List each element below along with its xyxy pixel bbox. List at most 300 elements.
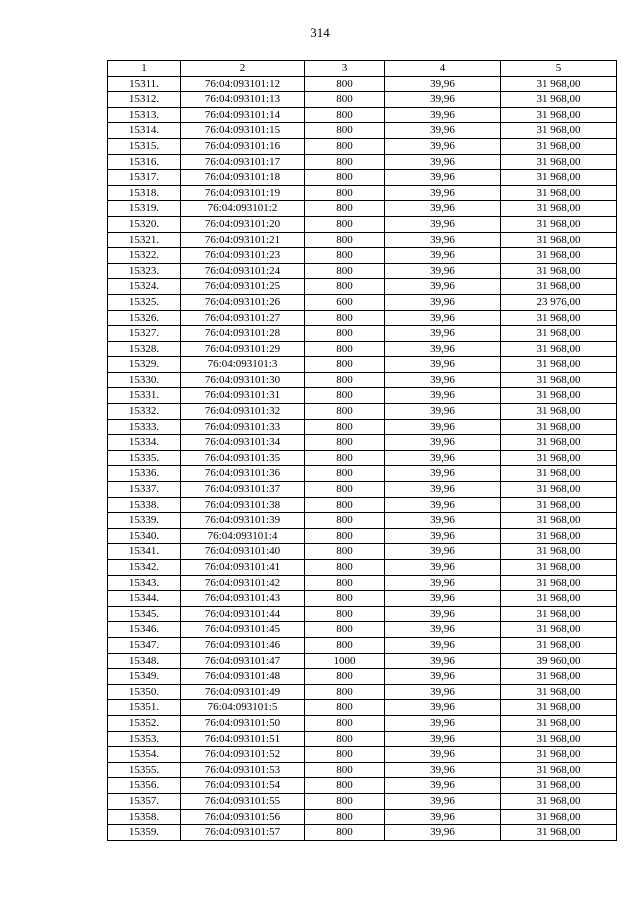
amount-cell: 31 968,00 <box>501 263 617 279</box>
cadastral-number-cell: 76:04:093101:32 <box>181 404 305 420</box>
row-number-cell: 15338. <box>108 497 181 513</box>
cadastral-number-cell: 76:04:093101:29 <box>181 341 305 357</box>
column-header: 1 <box>108 61 181 77</box>
row-number-cell: 15334. <box>108 435 181 451</box>
table-row <box>108 606 617 622</box>
table-row <box>108 107 617 123</box>
table-row <box>108 731 617 747</box>
area-cell: 800 <box>305 809 385 825</box>
table-row <box>108 388 617 404</box>
area-cell: 800 <box>305 715 385 731</box>
table-body <box>108 76 617 840</box>
cadastral-number-cell: 76:04:093101:52 <box>181 747 305 763</box>
rate-cell: 39,96 <box>385 653 501 669</box>
amount-cell: 31 968,00 <box>501 669 617 685</box>
amount-cell: 31 968,00 <box>501 185 617 201</box>
row-number-cell: 15356. <box>108 778 181 794</box>
cadastral-number-cell: 76:04:093101:56 <box>181 809 305 825</box>
rate-cell: 39,96 <box>385 107 501 123</box>
area-cell: 800 <box>305 637 385 653</box>
row-number-cell: 15339. <box>108 513 181 529</box>
rate-cell: 39,96 <box>385 575 501 591</box>
amount-cell: 31 968,00 <box>501 497 617 513</box>
amount-cell: 31 968,00 <box>501 279 617 295</box>
row-number-cell: 15331. <box>108 388 181 404</box>
cadastral-number-cell: 76:04:093101:25 <box>181 279 305 295</box>
amount-cell: 31 968,00 <box>501 435 617 451</box>
cadastral-number-cell: 76:04:093101:16 <box>181 138 305 154</box>
table-row <box>108 669 617 685</box>
area-cell: 800 <box>305 684 385 700</box>
rate-cell: 39,96 <box>385 435 501 451</box>
table-row <box>108 170 617 186</box>
column-header: 2 <box>181 61 305 77</box>
row-number-cell: 15333. <box>108 419 181 435</box>
area-cell: 800 <box>305 560 385 576</box>
rate-cell: 39,96 <box>385 793 501 809</box>
row-number-cell: 15313. <box>108 107 181 123</box>
rate-cell: 39,96 <box>385 372 501 388</box>
area-cell: 800 <box>305 404 385 420</box>
row-number-cell: 15316. <box>108 154 181 170</box>
rate-cell: 39,96 <box>385 341 501 357</box>
cadastral-number-cell: 76:04:093101:18 <box>181 170 305 186</box>
rate-cell: 39,96 <box>385 201 501 217</box>
table-row <box>108 637 617 653</box>
table-row <box>108 684 617 700</box>
area-cell: 800 <box>305 419 385 435</box>
area-cell: 800 <box>305 591 385 607</box>
cadastral-number-cell: 76:04:093101:12 <box>181 76 305 92</box>
row-number-cell: 15317. <box>108 170 181 186</box>
rate-cell: 39,96 <box>385 279 501 295</box>
cadastral-number-cell: 76:04:093101:37 <box>181 482 305 498</box>
column-header: 5 <box>501 61 617 77</box>
rate-cell: 39,96 <box>385 560 501 576</box>
area-cell: 800 <box>305 762 385 778</box>
amount-cell: 31 968,00 <box>501 560 617 576</box>
table-row <box>108 528 617 544</box>
rate-cell: 39,96 <box>385 138 501 154</box>
cadastral-number-cell: 76:04:093101:49 <box>181 684 305 700</box>
amount-cell: 31 968,00 <box>501 123 617 139</box>
row-number-cell: 15320. <box>108 216 181 232</box>
amount-cell: 31 968,00 <box>501 637 617 653</box>
row-number-cell: 15340. <box>108 528 181 544</box>
cadastral-number-cell: 76:04:093101:2 <box>181 201 305 217</box>
amount-cell: 23 976,00 <box>501 294 617 310</box>
cadastral-number-cell: 76:04:093101:30 <box>181 372 305 388</box>
area-cell: 800 <box>305 388 385 404</box>
cadastral-number-cell: 76:04:093101:23 <box>181 248 305 264</box>
row-number-cell: 15355. <box>108 762 181 778</box>
row-number-cell: 15349. <box>108 669 181 685</box>
amount-cell: 31 968,00 <box>501 388 617 404</box>
row-number-cell: 15323. <box>108 263 181 279</box>
table-row <box>108 450 617 466</box>
table-row <box>108 762 617 778</box>
row-number-cell: 15315. <box>108 138 181 154</box>
row-number-cell: 15327. <box>108 326 181 342</box>
cadastral-number-cell: 76:04:093101:57 <box>181 825 305 841</box>
rate-cell: 39,96 <box>385 466 501 482</box>
rate-cell: 39,96 <box>385 404 501 420</box>
amount-cell: 31 968,00 <box>501 606 617 622</box>
table-row <box>108 404 617 420</box>
rate-cell: 39,96 <box>385 123 501 139</box>
rate-cell: 39,96 <box>385 731 501 747</box>
area-cell: 800 <box>305 575 385 591</box>
area-cell: 800 <box>305 700 385 716</box>
area-cell: 800 <box>305 435 385 451</box>
amount-cell: 31 968,00 <box>501 357 617 373</box>
table-row <box>108 216 617 232</box>
area-cell: 800 <box>305 154 385 170</box>
table-row <box>108 76 617 92</box>
area-cell: 800 <box>305 170 385 186</box>
rate-cell: 39,96 <box>385 825 501 841</box>
area-cell: 800 <box>305 372 385 388</box>
area-cell: 800 <box>305 482 385 498</box>
table-header-row <box>108 61 617 77</box>
cadastral-number-cell: 76:04:093101:19 <box>181 185 305 201</box>
rate-cell: 39,96 <box>385 622 501 638</box>
rate-cell: 39,96 <box>385 357 501 373</box>
row-number-cell: 15352. <box>108 715 181 731</box>
table-row <box>108 92 617 108</box>
table-row <box>108 809 617 825</box>
rate-cell: 39,96 <box>385 294 501 310</box>
cadastral-number-cell: 76:04:093101:44 <box>181 606 305 622</box>
rate-cell: 39,96 <box>385 450 501 466</box>
table-row <box>108 575 617 591</box>
cadastral-number-cell: 76:04:093101:33 <box>181 419 305 435</box>
area-cell: 800 <box>305 92 385 108</box>
row-number-cell: 15312. <box>108 92 181 108</box>
amount-cell: 31 968,00 <box>501 778 617 794</box>
area-cell: 800 <box>305 232 385 248</box>
cadastral-number-cell: 76:04:093101:55 <box>181 793 305 809</box>
rate-cell: 39,96 <box>385 700 501 716</box>
rate-cell: 39,96 <box>385 528 501 544</box>
amount-cell: 31 968,00 <box>501 92 617 108</box>
area-cell: 800 <box>305 825 385 841</box>
area-cell: 800 <box>305 497 385 513</box>
cadastral-number-cell: 76:04:093101:34 <box>181 435 305 451</box>
amount-cell: 31 968,00 <box>501 591 617 607</box>
amount-cell: 31 968,00 <box>501 372 617 388</box>
amount-cell: 31 968,00 <box>501 809 617 825</box>
amount-cell: 31 968,00 <box>501 747 617 763</box>
cadastral-number-cell: 76:04:093101:24 <box>181 263 305 279</box>
area-cell: 800 <box>305 201 385 217</box>
cadastral-number-cell: 76:04:093101:3 <box>181 357 305 373</box>
area-cell: 800 <box>305 357 385 373</box>
amount-cell: 31 968,00 <box>501 201 617 217</box>
amount-cell: 31 968,00 <box>501 450 617 466</box>
cadastral-number-cell: 76:04:093101:39 <box>181 513 305 529</box>
cadastral-number-cell: 76:04:093101:43 <box>181 591 305 607</box>
rate-cell: 39,96 <box>385 747 501 763</box>
amount-cell: 31 968,00 <box>501 419 617 435</box>
area-cell: 800 <box>305 185 385 201</box>
area-cell: 800 <box>305 326 385 342</box>
cadastral-number-cell: 76:04:093101:42 <box>181 575 305 591</box>
amount-cell: 31 968,00 <box>501 154 617 170</box>
area-cell: 800 <box>305 793 385 809</box>
row-number-cell: 15350. <box>108 684 181 700</box>
amount-cell: 31 968,00 <box>501 715 617 731</box>
amount-cell: 31 968,00 <box>501 76 617 92</box>
area-cell: 800 <box>305 123 385 139</box>
area-cell: 800 <box>305 450 385 466</box>
amount-cell: 31 968,00 <box>501 310 617 326</box>
row-number-cell: 15321. <box>108 232 181 248</box>
cadastral-number-cell: 76:04:093101:41 <box>181 560 305 576</box>
area-cell: 600 <box>305 294 385 310</box>
area-cell: 800 <box>305 341 385 357</box>
table-row <box>108 793 617 809</box>
table-row <box>108 466 617 482</box>
amount-cell: 31 968,00 <box>501 700 617 716</box>
cadastral-number-cell: 76:04:093101:38 <box>181 497 305 513</box>
amount-cell: 39 960,00 <box>501 653 617 669</box>
cadastral-number-cell: 76:04:093101:36 <box>181 466 305 482</box>
row-number-cell: 15354. <box>108 747 181 763</box>
table-row <box>108 154 617 170</box>
table-row <box>108 232 617 248</box>
amount-cell: 31 968,00 <box>501 248 617 264</box>
rate-cell: 39,96 <box>385 326 501 342</box>
data-table <box>107 60 617 841</box>
area-cell: 800 <box>305 107 385 123</box>
table-row <box>108 326 617 342</box>
cadastral-number-cell: 76:04:093101:50 <box>181 715 305 731</box>
rate-cell: 39,96 <box>385 715 501 731</box>
rate-cell: 39,96 <box>385 497 501 513</box>
column-header: 4 <box>385 61 501 77</box>
area-cell: 800 <box>305 310 385 326</box>
cadastral-number-cell: 76:04:093101:17 <box>181 154 305 170</box>
cadastral-number-cell: 76:04:093101:45 <box>181 622 305 638</box>
table-row <box>108 279 617 295</box>
rate-cell: 39,96 <box>385 248 501 264</box>
cadastral-number-cell: 76:04:093101:46 <box>181 637 305 653</box>
table-row <box>108 747 617 763</box>
table-row <box>108 482 617 498</box>
rate-cell: 39,96 <box>385 544 501 560</box>
amount-cell: 31 968,00 <box>501 793 617 809</box>
amount-cell: 31 968,00 <box>501 622 617 638</box>
table-row <box>108 248 617 264</box>
rate-cell: 39,96 <box>385 684 501 700</box>
amount-cell: 31 968,00 <box>501 544 617 560</box>
row-number-cell: 15344. <box>108 591 181 607</box>
amount-cell: 31 968,00 <box>501 528 617 544</box>
table-row <box>108 497 617 513</box>
amount-cell: 31 968,00 <box>501 575 617 591</box>
page-number: 314 <box>310 25 330 40</box>
table-row <box>108 700 617 716</box>
amount-cell: 31 968,00 <box>501 482 617 498</box>
row-number-cell: 15348. <box>108 653 181 669</box>
table-row <box>108 341 617 357</box>
cadastral-number-cell: 76:04:093101:48 <box>181 669 305 685</box>
row-number-cell: 15319. <box>108 201 181 217</box>
cadastral-number-cell: 76:04:093101:20 <box>181 216 305 232</box>
cadastral-number-cell: 76:04:093101:27 <box>181 310 305 326</box>
cadastral-number-cell: 76:04:093101:26 <box>181 294 305 310</box>
table-row <box>108 778 617 794</box>
cadastral-number-cell: 76:04:093101:47 <box>181 653 305 669</box>
cadastral-number-cell: 76:04:093101:40 <box>181 544 305 560</box>
rate-cell: 39,96 <box>385 669 501 685</box>
amount-cell: 31 968,00 <box>501 232 617 248</box>
table-row <box>108 123 617 139</box>
area-cell: 800 <box>305 528 385 544</box>
amount-cell: 31 968,00 <box>501 107 617 123</box>
rate-cell: 39,96 <box>385 263 501 279</box>
table-row <box>108 294 617 310</box>
area-cell: 800 <box>305 466 385 482</box>
rate-cell: 39,96 <box>385 778 501 794</box>
area-cell: 800 <box>305 216 385 232</box>
amount-cell: 31 968,00 <box>501 138 617 154</box>
row-number-cell: 15329. <box>108 357 181 373</box>
area-cell: 800 <box>305 263 385 279</box>
amount-cell: 31 968,00 <box>501 825 617 841</box>
area-cell: 800 <box>305 731 385 747</box>
cadastral-number-cell: 76:04:093101:53 <box>181 762 305 778</box>
amount-cell: 31 968,00 <box>501 513 617 529</box>
area-cell: 800 <box>305 622 385 638</box>
table-row <box>108 372 617 388</box>
rate-cell: 39,96 <box>385 419 501 435</box>
table-row <box>108 185 617 201</box>
table-row <box>108 513 617 529</box>
row-number-cell: 15314. <box>108 123 181 139</box>
row-number-cell: 15337. <box>108 482 181 498</box>
area-cell: 1000 <box>305 653 385 669</box>
area-cell: 800 <box>305 778 385 794</box>
cadastral-number-cell: 76:04:093101:4 <box>181 528 305 544</box>
cadastral-number-cell: 76:04:093101:51 <box>181 731 305 747</box>
column-header: 3 <box>305 61 385 77</box>
row-number-cell: 15346. <box>108 622 181 638</box>
area-cell: 800 <box>305 606 385 622</box>
table-row <box>108 357 617 373</box>
table-row <box>108 622 617 638</box>
rate-cell: 39,96 <box>385 591 501 607</box>
row-number-cell: 15358. <box>108 809 181 825</box>
cadastral-number-cell: 76:04:093101:35 <box>181 450 305 466</box>
rate-cell: 39,96 <box>385 809 501 825</box>
rate-cell: 39,96 <box>385 170 501 186</box>
area-cell: 800 <box>305 138 385 154</box>
table-row <box>108 653 617 669</box>
table-row <box>108 435 617 451</box>
table-row <box>108 138 617 154</box>
row-number-cell: 15330. <box>108 372 181 388</box>
row-number-cell: 15335. <box>108 450 181 466</box>
table-row <box>108 715 617 731</box>
table-row <box>108 201 617 217</box>
rate-cell: 39,96 <box>385 232 501 248</box>
rate-cell: 39,96 <box>385 216 501 232</box>
rate-cell: 39,96 <box>385 388 501 404</box>
row-number-cell: 15359. <box>108 825 181 841</box>
row-number-cell: 15351. <box>108 700 181 716</box>
area-cell: 800 <box>305 747 385 763</box>
area-cell: 800 <box>305 76 385 92</box>
row-number-cell: 15343. <box>108 575 181 591</box>
row-number-cell: 15345. <box>108 606 181 622</box>
row-number-cell: 15332. <box>108 404 181 420</box>
area-cell: 800 <box>305 279 385 295</box>
cadastral-number-cell: 76:04:093101:28 <box>181 326 305 342</box>
row-number-cell: 15318. <box>108 185 181 201</box>
row-number-cell: 15325. <box>108 294 181 310</box>
row-number-cell: 15326. <box>108 310 181 326</box>
amount-cell: 31 968,00 <box>501 731 617 747</box>
cadastral-number-cell: 76:04:093101:21 <box>181 232 305 248</box>
amount-cell: 31 968,00 <box>501 404 617 420</box>
row-number-cell: 15353. <box>108 731 181 747</box>
rate-cell: 39,96 <box>385 154 501 170</box>
cadastral-number-cell: 76:04:093101:15 <box>181 123 305 139</box>
area-cell: 800 <box>305 544 385 560</box>
cadastral-number-cell: 76:04:093101:31 <box>181 388 305 404</box>
amount-cell: 31 968,00 <box>501 684 617 700</box>
area-cell: 800 <box>305 669 385 685</box>
table-row <box>108 825 617 841</box>
rate-cell: 39,96 <box>385 513 501 529</box>
rate-cell: 39,96 <box>385 606 501 622</box>
rate-cell: 39,96 <box>385 762 501 778</box>
rate-cell: 39,96 <box>385 76 501 92</box>
table-row <box>108 310 617 326</box>
row-number-cell: 15336. <box>108 466 181 482</box>
amount-cell: 31 968,00 <box>501 326 617 342</box>
row-number-cell: 15347. <box>108 637 181 653</box>
rate-cell: 39,96 <box>385 637 501 653</box>
cadastral-number-cell: 76:04:093101:13 <box>181 92 305 108</box>
amount-cell: 31 968,00 <box>501 762 617 778</box>
amount-cell: 31 968,00 <box>501 466 617 482</box>
table-row <box>108 263 617 279</box>
cadastral-number-cell: 76:04:093101:5 <box>181 700 305 716</box>
amount-cell: 31 968,00 <box>501 341 617 357</box>
rate-cell: 39,96 <box>385 482 501 498</box>
table-row <box>108 544 617 560</box>
rate-cell: 39,96 <box>385 310 501 326</box>
rate-cell: 39,96 <box>385 185 501 201</box>
area-cell: 800 <box>305 248 385 264</box>
row-number-cell: 15357. <box>108 793 181 809</box>
cadastral-number-cell: 76:04:093101:14 <box>181 107 305 123</box>
table-row <box>108 419 617 435</box>
amount-cell: 31 968,00 <box>501 216 617 232</box>
rate-cell: 39,96 <box>385 92 501 108</box>
row-number-cell: 15328. <box>108 341 181 357</box>
table-row <box>108 591 617 607</box>
table-row <box>108 560 617 576</box>
row-number-cell: 15322. <box>108 248 181 264</box>
area-cell: 800 <box>305 513 385 529</box>
row-number-cell: 15342. <box>108 560 181 576</box>
cadastral-number-cell: 76:04:093101:54 <box>181 778 305 794</box>
row-number-cell: 15324. <box>108 279 181 295</box>
